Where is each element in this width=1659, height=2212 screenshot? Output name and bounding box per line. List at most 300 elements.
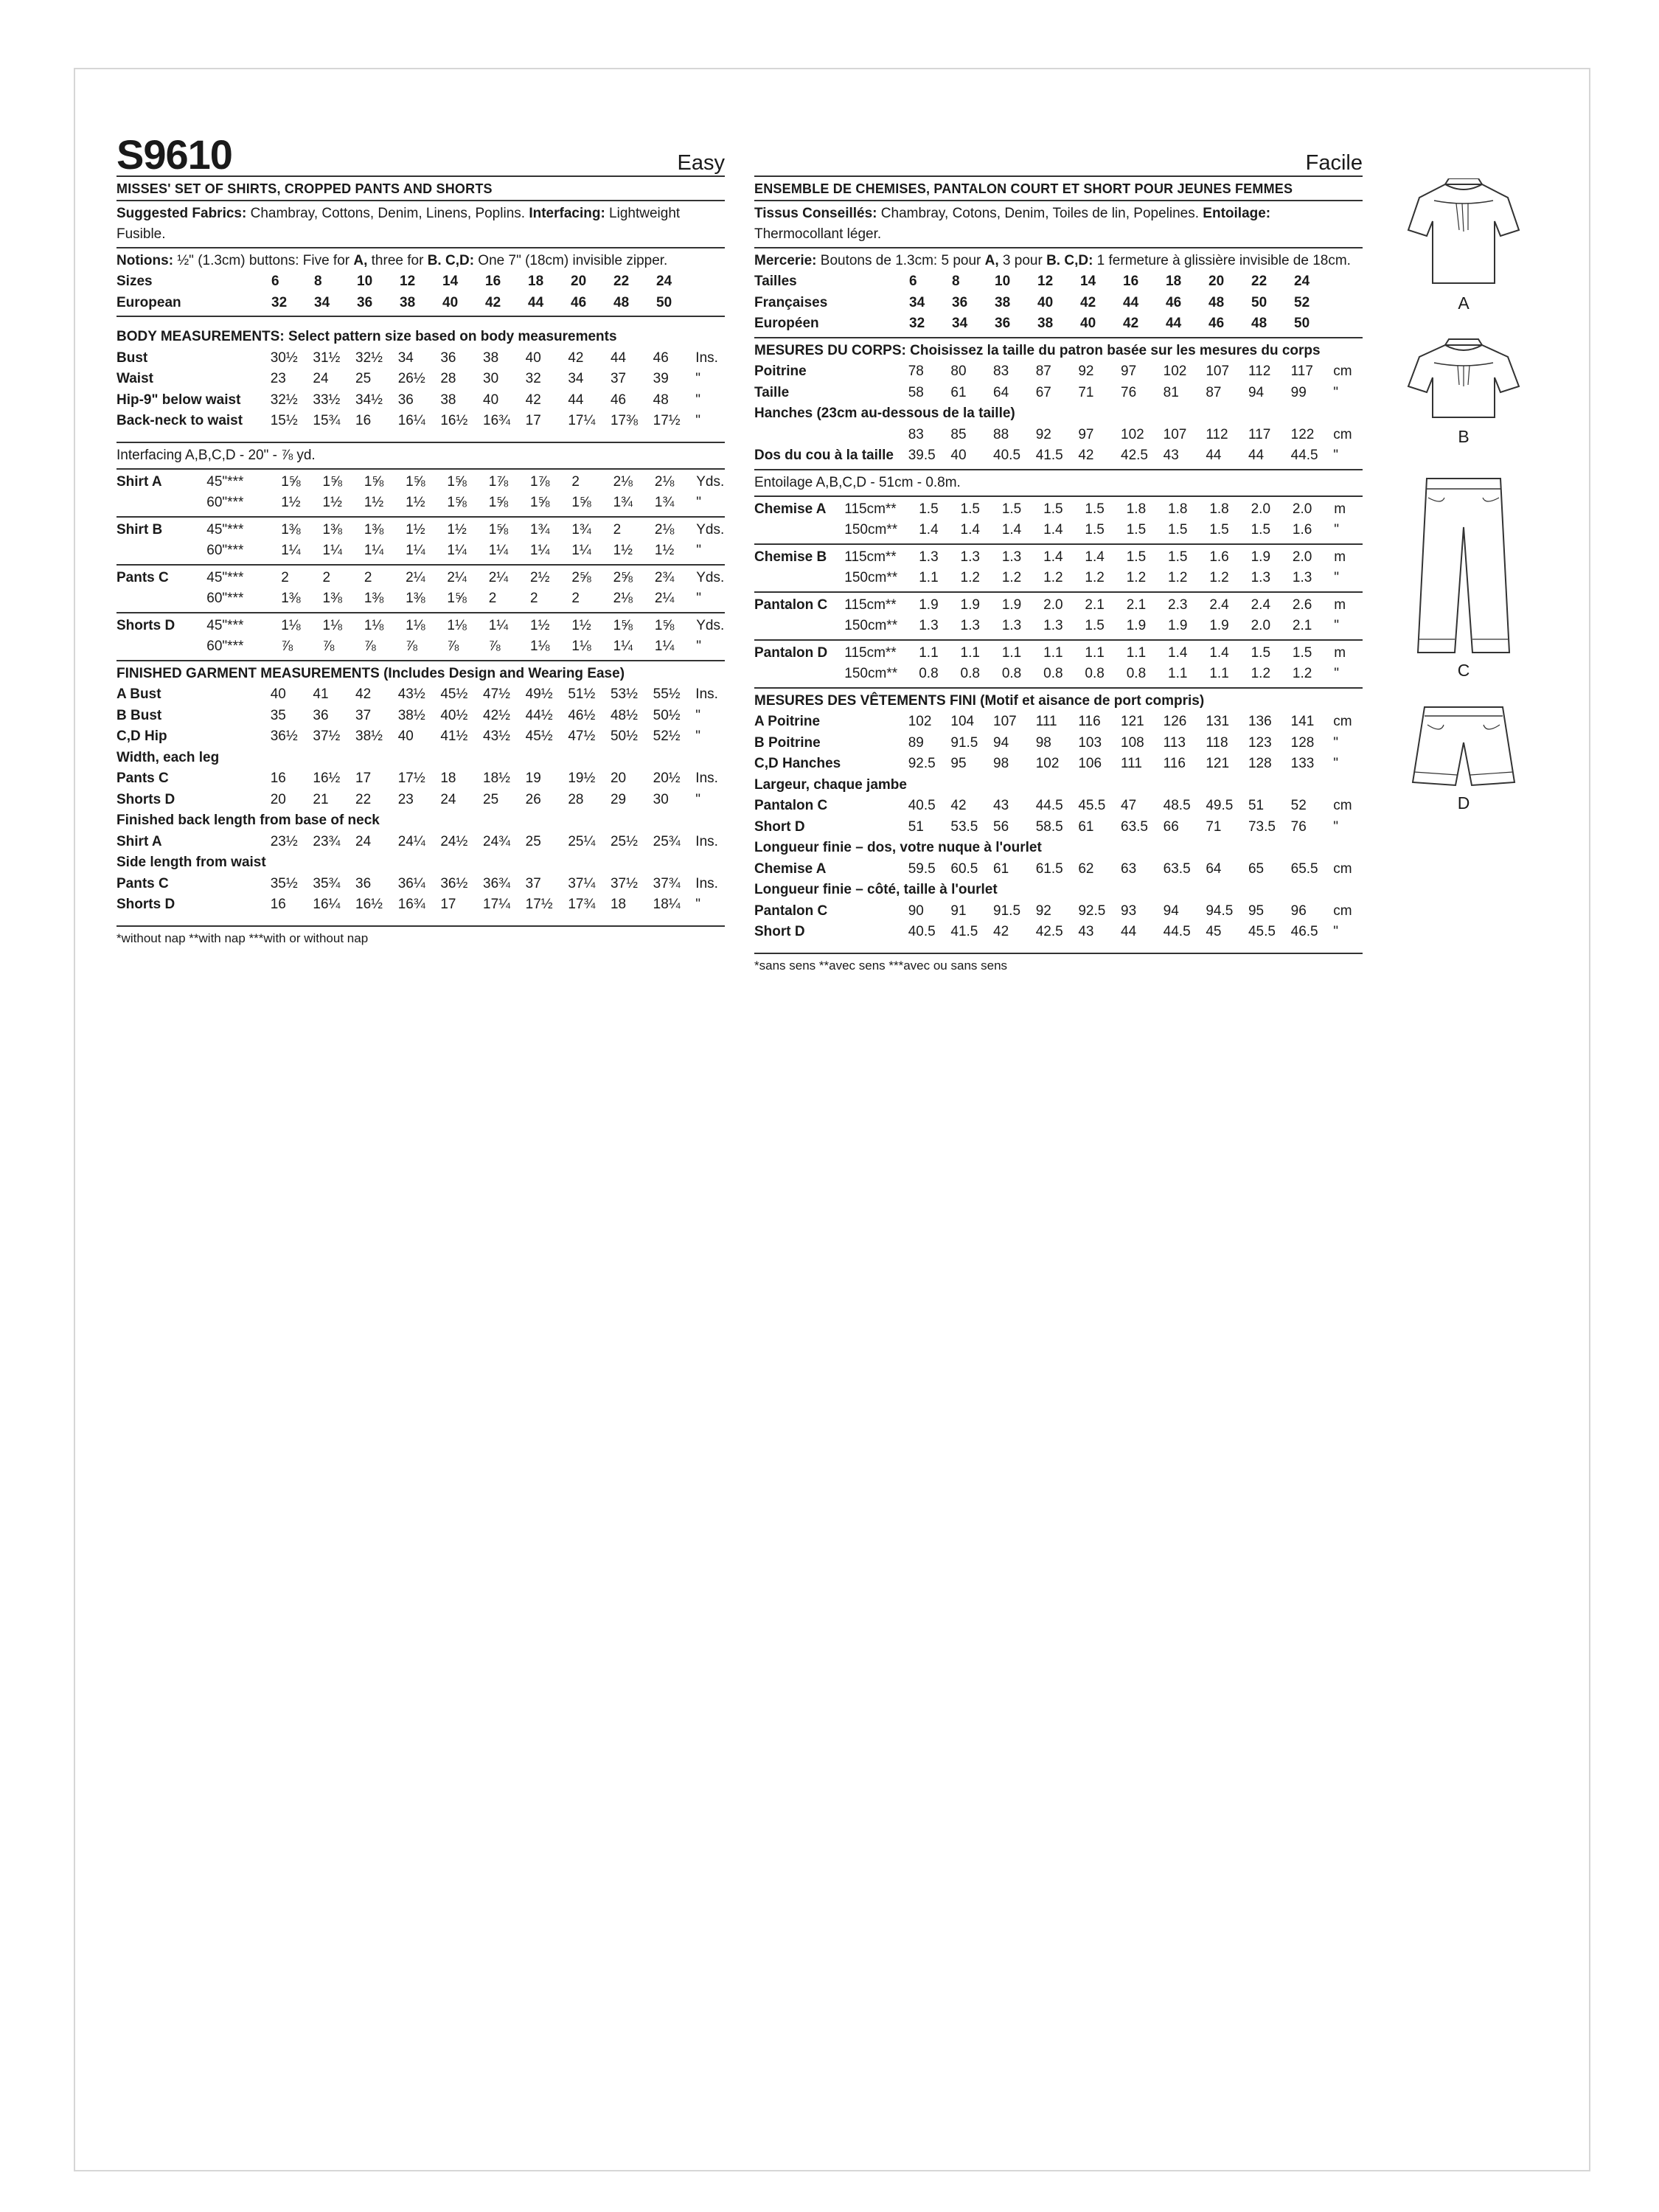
yardage-value: 1.9 bbox=[1126, 618, 1147, 633]
yardage-group bbox=[116, 470, 725, 518]
measurement-value: 25 bbox=[525, 833, 541, 849]
measurement-value: 37 bbox=[525, 875, 541, 891]
yardage-value: ⅞ bbox=[406, 639, 417, 654]
measurement-value: 59.5 bbox=[908, 860, 936, 877]
measurement-value: 118 bbox=[1206, 734, 1228, 751]
size-value: 18 bbox=[528, 274, 544, 289]
unit: m bbox=[1334, 644, 1346, 661]
yardage-row bbox=[116, 568, 725, 589]
measurement-label: Pants C bbox=[116, 875, 169, 891]
measurement-value: 37½ bbox=[610, 875, 638, 891]
fabrics-text: Suggested Fabrics: Chambray, Cottons, Denim, Linens, Poplins. Interfacing: Lightweight Fusible. bbox=[116, 206, 681, 242]
measurement-value: 107 bbox=[993, 714, 1017, 729]
yardage-label bbox=[754, 664, 844, 685]
yardage-value: 1.3 bbox=[1251, 570, 1271, 585]
yardage-value: 1.4 bbox=[1168, 644, 1188, 661]
measurement-value: 107 bbox=[1206, 364, 1230, 379]
size-value: 12 bbox=[1037, 274, 1054, 289]
yardage-value: 1⅝ bbox=[654, 617, 675, 633]
measurement-value: 40 bbox=[397, 728, 414, 744]
measurement-value: 102 bbox=[1163, 364, 1187, 379]
measurement-row bbox=[116, 726, 725, 748]
measurement-value: 95 bbox=[950, 756, 967, 771]
measurement-value: 51 bbox=[908, 818, 924, 835]
measurement-row bbox=[116, 768, 725, 790]
yardage-value: 1⅛ bbox=[571, 639, 591, 654]
measurement-value: 20 bbox=[270, 791, 286, 807]
yardage-value: 1¾ bbox=[571, 521, 591, 538]
measurement-label: B Bust bbox=[116, 707, 162, 723]
yardage-value: 2¼ bbox=[654, 591, 675, 606]
measurement-label bbox=[754, 425, 908, 446]
measurement-value: 24 bbox=[440, 791, 456, 807]
measurement-value: 94.5 bbox=[1206, 902, 1234, 919]
measurement-row bbox=[754, 445, 1363, 467]
measurement-value: 16½ bbox=[355, 897, 383, 912]
measurement-value: 44 bbox=[610, 349, 627, 366]
finished-measurements-heading-fr: MESURES DES VÊTEMENTS FINI (Motif et aisance de port compris) bbox=[754, 692, 1205, 709]
fabric-width: 45"*** bbox=[206, 473, 244, 490]
unit: " bbox=[695, 371, 701, 386]
yardage-value: 2.1 bbox=[1292, 618, 1312, 633]
measurement-row bbox=[754, 712, 1363, 733]
yardage-value: 1.5 bbox=[1126, 522, 1147, 538]
size-value: 50 bbox=[1294, 316, 1310, 331]
size-value: 44 bbox=[1123, 294, 1139, 310]
measurement-value: 39.5 bbox=[908, 448, 936, 463]
size-row bbox=[754, 271, 1363, 293]
fabrics-section-fr bbox=[754, 201, 1363, 248]
yardage-value: 1.9 bbox=[919, 597, 939, 613]
size-row-label: Françaises bbox=[754, 294, 828, 310]
measurement-value: 43½ bbox=[483, 728, 510, 744]
yardage-value: 1⅜ bbox=[281, 591, 301, 606]
yardage-value: 1¼ bbox=[281, 543, 301, 558]
yardage-value: 2⅛ bbox=[613, 473, 633, 490]
size-row-label: Sizes bbox=[116, 274, 153, 289]
yardage-row bbox=[754, 568, 1363, 589]
size-value: 50 bbox=[656, 294, 672, 310]
size-chart bbox=[116, 271, 725, 313]
yardage-row bbox=[116, 540, 725, 562]
footnote: *without nap **with nap ***with or without nap bbox=[116, 931, 369, 945]
yardage-value: 1¾ bbox=[530, 521, 550, 538]
measurement-value: 44 bbox=[1206, 448, 1222, 463]
yardage-value: 1¼ bbox=[447, 543, 467, 558]
measurement-value: 112 bbox=[1248, 364, 1271, 379]
size-value: 38 bbox=[400, 294, 416, 310]
measurement-label: A Bust bbox=[116, 686, 161, 702]
measurement-value: 17¼ bbox=[568, 413, 596, 428]
measurement-value: 98 bbox=[1035, 734, 1051, 751]
yardage-value: 2.0 bbox=[1251, 501, 1271, 517]
measurement-value: 36 bbox=[440, 349, 456, 366]
body-measurements-heading-fr: MESURES DU CORPS: Choisissez la taille du patron basée sur les mesures du corps bbox=[754, 342, 1321, 358]
measurement-value: 45.5 bbox=[1078, 798, 1106, 813]
measurement-value: 37½ bbox=[313, 728, 341, 744]
size-value: 10 bbox=[995, 274, 1011, 289]
size-value: 8 bbox=[952, 274, 960, 289]
yardage-value: 2.3 bbox=[1168, 597, 1188, 613]
unit: " bbox=[695, 707, 701, 723]
measurement-value: 40½ bbox=[440, 707, 468, 723]
yardage-value: 1⅝ bbox=[488, 521, 509, 538]
measurement-value: 18 bbox=[610, 897, 627, 912]
measurement-value: 92 bbox=[1035, 426, 1051, 442]
yardage-value: 1½ bbox=[406, 495, 425, 510]
measurement-value: 17¼ bbox=[483, 897, 510, 912]
english-column bbox=[116, 133, 725, 946]
size-value: 22 bbox=[1251, 274, 1267, 289]
measurement-value: 43½ bbox=[397, 686, 425, 702]
size-value: 6 bbox=[271, 274, 279, 289]
measurement-value: 36 bbox=[355, 875, 372, 891]
measurement-value: 17½ bbox=[525, 897, 553, 912]
measurement-row bbox=[754, 922, 1363, 943]
size-row-label: Tailles bbox=[754, 274, 797, 289]
yardage-value: 1½ bbox=[613, 543, 633, 558]
measurement-value: 49½ bbox=[525, 686, 553, 702]
measurement-value: 117 bbox=[1290, 364, 1313, 379]
yardage-value: 1⅞ bbox=[530, 473, 550, 490]
measurement-value: 30 bbox=[653, 791, 669, 807]
measurement-value: 24½ bbox=[440, 833, 468, 849]
measurement-value: 66 bbox=[1163, 818, 1179, 835]
size-value: 48 bbox=[1208, 294, 1225, 310]
measurement-value: 16 bbox=[355, 413, 372, 428]
unit: " bbox=[695, 897, 701, 912]
measurement-value: 71 bbox=[1078, 384, 1094, 400]
measurement-value: 18 bbox=[440, 771, 456, 786]
measurement-value: 52 bbox=[1290, 798, 1307, 813]
subheading: Finished back length from base of neck bbox=[116, 813, 380, 828]
measurement-value: 15½ bbox=[270, 413, 298, 428]
yardage-label bbox=[116, 493, 206, 514]
unit: " bbox=[695, 392, 701, 408]
unit: cm bbox=[1333, 364, 1352, 379]
yardage-value: 1⅝ bbox=[364, 473, 384, 490]
fabric-width: 150cm** bbox=[844, 618, 898, 633]
unit: Ins. bbox=[695, 771, 718, 786]
yardage-label bbox=[116, 540, 206, 562]
yardage-value: 2 bbox=[613, 521, 622, 538]
measurement-row bbox=[754, 383, 1363, 404]
yardage-group bbox=[754, 593, 1363, 641]
yardage-value: 1.2 bbox=[1043, 570, 1063, 585]
yardage-value: 1.4 bbox=[1043, 522, 1063, 538]
yardage-value: 0.8 bbox=[919, 666, 939, 681]
measurement-value: 113 bbox=[1163, 734, 1186, 751]
measurement-value: 50½ bbox=[610, 728, 638, 744]
measurement-value: 48½ bbox=[610, 707, 638, 723]
measurement-value: 42.5 bbox=[1035, 924, 1063, 939]
measurement-value: 71 bbox=[1206, 818, 1222, 835]
measurement-label: C,D Hanches bbox=[754, 756, 841, 771]
yardage-row bbox=[754, 643, 1363, 664]
measurement-value: 116 bbox=[1163, 756, 1186, 771]
measurement-value: 44.5 bbox=[1163, 924, 1191, 939]
yardage-value: 1.5 bbox=[1251, 522, 1271, 538]
fabric-width: 45"*** bbox=[206, 617, 244, 633]
yardage-value: 2¼ bbox=[488, 569, 509, 585]
yardage-value: 1.2 bbox=[1085, 570, 1105, 585]
yardage-value: 1⅝ bbox=[488, 495, 509, 510]
size-value: 40 bbox=[1080, 316, 1096, 331]
yardage-row bbox=[754, 664, 1363, 685]
measurement-value: 17 bbox=[440, 897, 456, 912]
measurement-row bbox=[116, 369, 725, 390]
yardage-value: 2¾ bbox=[654, 569, 675, 585]
measurement-value: 50½ bbox=[653, 707, 681, 723]
measurement-row bbox=[754, 859, 1363, 880]
measurement-value: 41 bbox=[313, 686, 329, 702]
measurement-value: 25¼ bbox=[568, 833, 596, 849]
measurement-value: 48.5 bbox=[1163, 798, 1191, 813]
yardage-value: 1.4 bbox=[919, 522, 939, 538]
size-value: 22 bbox=[613, 274, 630, 289]
unit: " bbox=[695, 413, 701, 428]
measurement-row bbox=[116, 790, 725, 811]
measurement-value: 33½ bbox=[313, 392, 341, 408]
yardage-value: 1¼ bbox=[488, 543, 509, 558]
body-measurements-section bbox=[116, 317, 725, 443]
size-row bbox=[116, 271, 725, 293]
measurement-value: 131 bbox=[1206, 714, 1230, 729]
view-label-b: B bbox=[1458, 427, 1470, 446]
measurement-value: 22 bbox=[355, 791, 372, 807]
measurement-value: 38½ bbox=[397, 707, 425, 723]
measurement-value: 63.5 bbox=[1163, 860, 1191, 877]
measurement-value: 92 bbox=[1035, 902, 1051, 919]
unit: cm bbox=[1333, 860, 1352, 877]
yardage-table bbox=[116, 470, 725, 661]
measurement-value: 46.5 bbox=[1290, 924, 1318, 939]
measurement-value: 111 bbox=[1121, 756, 1142, 771]
measurement-value: 60.5 bbox=[950, 860, 978, 877]
yardage-value: 1¼ bbox=[488, 617, 509, 633]
size-value: 24 bbox=[1294, 274, 1310, 289]
measurement-value: 42 bbox=[1078, 448, 1094, 463]
fabric-width: 60"*** bbox=[206, 543, 244, 558]
measurement-label: Pants C bbox=[116, 771, 169, 786]
measurement-value: 28 bbox=[440, 371, 456, 386]
size-value: 6 bbox=[909, 274, 917, 289]
measurement-value: 30½ bbox=[270, 349, 298, 366]
yardage-value: 1.5 bbox=[1209, 522, 1229, 538]
measurement-value: 51 bbox=[1248, 798, 1265, 813]
measurement-value: 97 bbox=[1078, 426, 1094, 442]
yardage-value: 2 bbox=[488, 591, 497, 606]
measurement-value: 128 bbox=[1248, 756, 1272, 771]
shorts-icon bbox=[1408, 704, 1519, 789]
yardage-value: 1¾ bbox=[613, 495, 633, 510]
yardage-group bbox=[116, 613, 725, 661]
measurement-label: Pantalon C bbox=[754, 798, 828, 813]
yardage-label: Chemise A bbox=[754, 501, 827, 517]
yardage-value: 1.9 bbox=[1168, 618, 1188, 633]
measurement-value: 16 bbox=[270, 897, 286, 912]
difficulty-fr: Facile bbox=[1305, 151, 1363, 175]
measurement-row bbox=[116, 832, 725, 853]
unit: m bbox=[1334, 501, 1346, 517]
subheading: Side length from waist bbox=[116, 855, 266, 870]
finished-measurements-table bbox=[116, 684, 725, 916]
body-measurements-section-fr bbox=[754, 338, 1363, 470]
measurement-value: 65.5 bbox=[1290, 860, 1318, 877]
yardage-row bbox=[116, 472, 725, 493]
measurement-value: 24 bbox=[355, 833, 372, 849]
yardage-value: 1.8 bbox=[1209, 501, 1229, 517]
yardage-value: 2⅝ bbox=[571, 569, 591, 585]
measurement-row bbox=[116, 874, 725, 895]
measurement-value: 64 bbox=[1206, 860, 1222, 877]
unit: " bbox=[1333, 924, 1339, 939]
measurement-value: 53½ bbox=[610, 686, 638, 702]
fabric-width: 150cm** bbox=[844, 522, 898, 538]
unit: " bbox=[1334, 522, 1339, 538]
measurement-value: 122 bbox=[1290, 426, 1315, 442]
size-value: 40 bbox=[1037, 294, 1054, 310]
measurement-value: 121 bbox=[1206, 756, 1230, 771]
measurement-value: 61 bbox=[1078, 818, 1094, 835]
yardage-value: 2.4 bbox=[1209, 597, 1229, 613]
yardage-value: 1.8 bbox=[1168, 501, 1188, 517]
measurement-value: 83 bbox=[908, 426, 924, 442]
measurement-value: 40.5 bbox=[908, 798, 936, 813]
yardage-value: 2⅛ bbox=[654, 521, 675, 538]
size-value: 38 bbox=[1037, 316, 1054, 331]
measurement-value: 40 bbox=[950, 448, 967, 463]
measurement-label: Short D bbox=[754, 818, 805, 835]
yardage-value: 1.1 bbox=[919, 644, 939, 661]
yardage-value: 1⅜ bbox=[281, 521, 301, 538]
measurement-label: Taille bbox=[754, 384, 790, 400]
measurement-value: 16 bbox=[270, 771, 286, 786]
measurement-value: 28 bbox=[568, 791, 584, 807]
measurement-value: 17 bbox=[525, 413, 541, 428]
yardage-value: 1.2 bbox=[1209, 570, 1229, 585]
cropped-pants-icon bbox=[1412, 476, 1515, 656]
measurement-value: 44.5 bbox=[1035, 798, 1063, 813]
size-value: 42 bbox=[1080, 294, 1096, 310]
yardage-value: 1½ bbox=[406, 521, 425, 538]
size-value: 12 bbox=[400, 274, 416, 289]
measurement-value: 40.5 bbox=[993, 448, 1021, 463]
yardage-value: 1.6 bbox=[1292, 522, 1312, 538]
yardage-value: 1.3 bbox=[919, 618, 939, 633]
measurement-value: 63 bbox=[1121, 860, 1137, 877]
yardage-value: 1.3 bbox=[1001, 549, 1022, 565]
yardage-value: 1.1 bbox=[1001, 644, 1022, 661]
yardage-value: 1⅝ bbox=[406, 473, 425, 490]
yardage-value: 1.5 bbox=[1085, 501, 1105, 517]
size-value: 14 bbox=[1080, 274, 1096, 289]
measurement-label: A Poitrine bbox=[754, 714, 821, 729]
yardage-value: 1.2 bbox=[1168, 570, 1188, 585]
measurement-value: 17¾ bbox=[568, 897, 596, 912]
measurement-value: 20½ bbox=[653, 771, 681, 786]
measurement-value: 37 bbox=[355, 707, 372, 723]
unit: " bbox=[695, 791, 701, 807]
yardage-value: 2.6 bbox=[1292, 597, 1312, 613]
measurement-value: 23 bbox=[270, 371, 286, 386]
measurement-value: 81 bbox=[1163, 384, 1179, 400]
yardage-value: 1⅝ bbox=[447, 473, 467, 490]
yardage-value: 2 bbox=[281, 569, 289, 585]
yardage-value: 1½ bbox=[364, 495, 384, 510]
measurement-value: 24 bbox=[313, 371, 329, 386]
fabric-width: 115cm** bbox=[844, 501, 897, 517]
measurement-value: 16¼ bbox=[313, 897, 341, 912]
unit: cm bbox=[1333, 714, 1352, 729]
footnote-fr: *sans sens **avec sens ***avec ou sans sens bbox=[754, 958, 1008, 973]
unit: " bbox=[696, 495, 701, 510]
measurement-value: 37¼ bbox=[568, 875, 596, 891]
finished-measurements-table-fr bbox=[754, 712, 1363, 943]
size-row-label: Européen bbox=[754, 316, 819, 331]
yardage-value: 1.4 bbox=[1001, 522, 1022, 538]
yardage-table-fr bbox=[754, 497, 1363, 689]
measurement-value: 26 bbox=[525, 791, 541, 807]
measurement-value: 38 bbox=[483, 349, 499, 366]
measurement-value: 30 bbox=[483, 371, 499, 386]
yardage-value: 1⅞ bbox=[488, 473, 509, 490]
measurement-value: 16¾ bbox=[397, 897, 425, 912]
yardage-value: 0.8 bbox=[1043, 666, 1063, 681]
yardage-value: 1⅝ bbox=[613, 617, 633, 633]
size-chart-fr bbox=[754, 271, 1363, 335]
measurement-label: Hip-9" below waist bbox=[116, 392, 241, 408]
measurement-value: 78 bbox=[908, 364, 924, 379]
interfacing-yardage-fr: Entoilage A,B,C,D - 51cm - 0.8m. bbox=[754, 474, 961, 490]
measurement-value: 38 bbox=[440, 392, 456, 408]
yardage-row bbox=[116, 636, 725, 658]
size-value: 34 bbox=[909, 294, 925, 310]
unit: " bbox=[1334, 618, 1339, 633]
measurement-value: 32½ bbox=[270, 392, 298, 408]
measurement-value: 45.5 bbox=[1248, 924, 1276, 939]
size-value: 42 bbox=[485, 294, 501, 310]
measurement-value: 48 bbox=[653, 392, 669, 408]
yardage-row bbox=[754, 499, 1363, 521]
measurement-value: 20 bbox=[610, 771, 627, 786]
yardage-value: 1.4 bbox=[1043, 549, 1063, 565]
yardage-value: 1.9 bbox=[1209, 618, 1229, 633]
subheading: Longueur finie – dos, votre nuque à l'ourlet bbox=[754, 840, 1042, 855]
yardage-value: 1.2 bbox=[1126, 570, 1147, 585]
notions-text-fr: Mercerie: Boutons de 1.3cm: 5 pour A, 3 pour B. C,D: 1 fermeture à glissière invisible de 18cm. bbox=[754, 253, 1351, 268]
yardage-value: 1.1 bbox=[1085, 644, 1105, 661]
measurement-value: 36½ bbox=[440, 875, 468, 891]
measurement-value: 16¼ bbox=[397, 413, 425, 428]
yardage-value: 1.3 bbox=[1043, 618, 1063, 633]
measurement-value: 18¼ bbox=[653, 897, 681, 912]
yardage-value: 0.8 bbox=[1126, 666, 1147, 681]
size-value: 40 bbox=[442, 294, 459, 310]
size-value: 36 bbox=[995, 316, 1011, 331]
measurement-value: 41½ bbox=[440, 728, 468, 744]
measurement-value: 108 bbox=[1121, 734, 1144, 751]
measurement-value: 44 bbox=[568, 392, 584, 408]
unit: " bbox=[1333, 384, 1339, 400]
measurement-value: 117 bbox=[1248, 426, 1271, 442]
size-row bbox=[754, 293, 1363, 314]
measurement-value: 17⅜ bbox=[610, 413, 638, 428]
measurement-value: 61 bbox=[993, 860, 1009, 877]
measurement-value: 123 bbox=[1248, 734, 1272, 751]
measurement-row bbox=[754, 817, 1363, 838]
measurement-label: Short D bbox=[754, 924, 805, 939]
